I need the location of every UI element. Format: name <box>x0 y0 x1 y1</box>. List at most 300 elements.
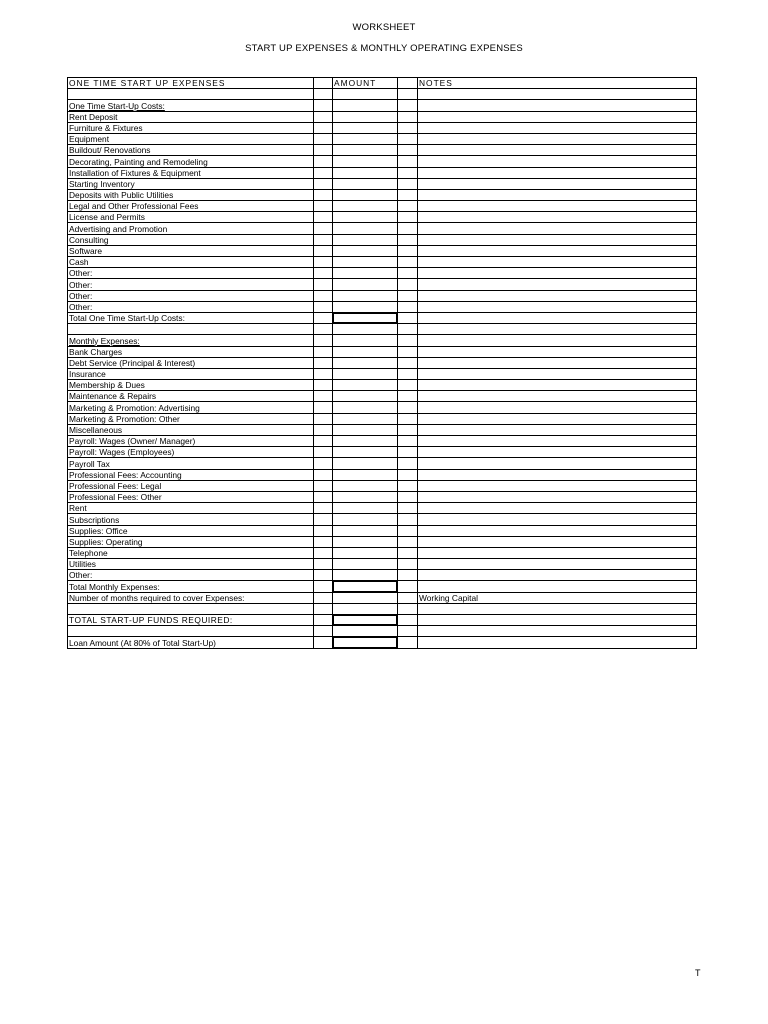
notes-cell[interactable] <box>418 603 697 614</box>
notes-cell[interactable] <box>418 223 697 234</box>
notes-cell[interactable] <box>418 559 697 570</box>
spacer-cell <box>314 212 333 223</box>
spacer-cell <box>398 111 418 122</box>
row-label <box>68 100 314 111</box>
notes-cell[interactable] <box>418 133 697 144</box>
amount-cell[interactable] <box>333 357 398 368</box>
row-label <box>68 133 314 144</box>
expense-label: Legal and Other Professional Fees <box>69 201 199 212</box>
spacer-cell <box>314 547 333 558</box>
amount-input-box[interactable] <box>333 615 397 625</box>
notes-cell[interactable] <box>418 436 697 447</box>
spacer-cell <box>398 503 418 514</box>
notes-cell[interactable] <box>418 189 697 200</box>
table-row <box>68 257 697 268</box>
notes-cell[interactable] <box>418 346 697 357</box>
spacer-cell <box>314 279 333 290</box>
notes-cell[interactable] <box>418 503 697 514</box>
notes-cell[interactable] <box>418 491 697 502</box>
spacer-cell <box>398 626 418 637</box>
spacer-cell <box>398 100 418 111</box>
amount-cell[interactable] <box>333 391 398 402</box>
notes-cell[interactable] <box>418 268 697 279</box>
notes-cell[interactable] <box>418 469 697 480</box>
spacer-cell <box>314 536 333 547</box>
amount-cell[interactable] <box>333 503 398 514</box>
table-row <box>68 424 697 435</box>
notes-cell[interactable] <box>418 447 697 458</box>
spacer-cell <box>398 436 418 447</box>
amount-cell[interactable] <box>333 268 398 279</box>
notes-cell[interactable] <box>418 122 697 133</box>
table-row <box>68 357 697 368</box>
expense-label: License and Permits <box>69 212 145 223</box>
spacer-cell <box>314 391 333 402</box>
amount-cell[interactable] <box>333 436 398 447</box>
notes-cell[interactable] <box>418 458 697 469</box>
row-label <box>68 257 314 268</box>
spacer-cell <box>398 480 418 491</box>
spacer-cell <box>398 223 418 234</box>
amount-cell[interactable] <box>333 637 398 648</box>
spacer-cell <box>398 178 418 189</box>
notes-cell[interactable] <box>418 312 697 323</box>
amount-cell[interactable] <box>333 380 398 391</box>
notes-cell[interactable] <box>418 178 697 189</box>
spacer-cell <box>398 469 418 480</box>
spacer-cell <box>314 469 333 480</box>
spacer-cell <box>314 491 333 502</box>
spacer-cell <box>398 491 418 502</box>
expense-label: Insurance <box>69 369 106 380</box>
spacer-cell <box>398 78 418 89</box>
row-label <box>68 559 314 570</box>
expense-label: Marketing & Promotion: Other <box>69 413 180 424</box>
amount-cell[interactable] <box>333 603 398 614</box>
table-row <box>68 201 697 212</box>
notes-cell[interactable] <box>418 145 697 156</box>
expense-label: Maintenance & Repairs <box>69 391 157 402</box>
notes-cell[interactable] <box>418 413 697 424</box>
amount-cell[interactable] <box>333 547 398 558</box>
table-row <box>68 581 697 592</box>
amount-cell[interactable] <box>333 570 398 581</box>
amount-cell[interactable] <box>333 525 398 536</box>
amount-cell[interactable] <box>333 458 398 469</box>
spacer-cell <box>314 480 333 491</box>
notes-cell[interactable] <box>418 581 697 592</box>
spacer-cell <box>398 335 418 346</box>
notes-cell[interactable] <box>418 570 697 581</box>
row-label <box>68 491 314 502</box>
notes-cell[interactable] <box>418 212 697 223</box>
expense-label: Number of months required to cover Expenses: <box>69 592 245 603</box>
row-label <box>68 89 314 100</box>
row-label <box>68 413 314 424</box>
expense-label: Furniture & Fixtures <box>69 122 143 133</box>
row-label <box>68 424 314 435</box>
spacer-cell <box>398 279 418 290</box>
spacer-cell <box>398 301 418 312</box>
notes-cell[interactable] <box>418 514 697 525</box>
expense-label: Advertising and Promotion <box>69 223 168 234</box>
table-row <box>68 559 697 570</box>
amount-cell[interactable] <box>333 245 398 256</box>
row-label <box>68 547 314 558</box>
amount-cell[interactable] <box>333 133 398 144</box>
notes-cell[interactable] <box>418 626 697 637</box>
table-row <box>68 279 697 290</box>
spacer-cell <box>314 603 333 614</box>
section-heading: Monthly Expenses: <box>69 335 140 346</box>
table-row <box>68 178 697 189</box>
spacer-cell <box>314 324 333 335</box>
amount-cell[interactable] <box>333 368 398 379</box>
spacer-cell <box>398 122 418 133</box>
expense-label: Professional Fees: Other <box>69 492 162 503</box>
amount-cell[interactable] <box>333 279 398 290</box>
spacer-cell <box>398 357 418 368</box>
expense-label: Subscriptions <box>69 514 120 525</box>
spacer-cell <box>314 290 333 301</box>
notes-cell[interactable] <box>418 424 697 435</box>
notes-cell[interactable] <box>418 357 697 368</box>
row-label <box>68 603 314 614</box>
spacer-cell <box>314 424 333 435</box>
table-row <box>68 167 697 178</box>
amount-cell[interactable] <box>333 514 398 525</box>
row-label <box>68 357 314 368</box>
spacer-cell <box>314 592 333 603</box>
expense-label: Rent <box>69 503 87 514</box>
expense-label: Membership & Dues <box>69 380 145 391</box>
spacer-cell <box>314 570 333 581</box>
amount-cell[interactable] <box>333 536 398 547</box>
expense-label: Cash <box>69 257 89 268</box>
row-label <box>68 469 314 480</box>
expense-label: Other: <box>69 301 93 312</box>
spacer-cell <box>314 503 333 514</box>
spacer-cell <box>398 89 418 100</box>
worksheet-title: WORKSHEET <box>352 22 416 33</box>
table-row <box>68 469 697 480</box>
table-row <box>68 391 697 402</box>
spacer-cell <box>314 413 333 424</box>
total-label: TOTAL START-UP FUNDS REQUIRED: <box>69 615 233 626</box>
amount-cell[interactable] <box>333 424 398 435</box>
table-row <box>68 245 697 256</box>
table-row <box>68 156 697 167</box>
expense-label: Other: <box>69 290 93 301</box>
spacer-cell <box>314 436 333 447</box>
spacer-cell <box>398 525 418 536</box>
table-row <box>68 380 697 391</box>
table-row <box>68 268 697 279</box>
notes-cell[interactable] <box>418 290 697 301</box>
table-row <box>68 100 697 111</box>
notes-cell[interactable] <box>418 89 697 100</box>
spacer-cell <box>398 424 418 435</box>
row-label <box>68 503 314 514</box>
notes-cell[interactable] <box>418 368 697 379</box>
row-label <box>68 525 314 536</box>
spacer-cell <box>314 178 333 189</box>
spacer-cell <box>398 413 418 424</box>
spacer-cell <box>398 603 418 614</box>
expense-label: Supplies: Office <box>69 525 128 536</box>
expense-table-body <box>68 78 697 649</box>
spacer-cell <box>398 145 418 156</box>
header-label: ONE TIME START UP EXPENSES <box>69 78 226 89</box>
notes-cell[interactable] <box>418 156 697 167</box>
table-row <box>68 290 697 301</box>
table-row <box>68 536 697 547</box>
expense-label: Equipment <box>69 134 110 145</box>
notes-cell[interactable] <box>418 615 697 626</box>
notes-cell[interactable] <box>418 391 697 402</box>
spacer-cell <box>314 312 333 323</box>
spacer-cell <box>398 581 418 592</box>
expense-label: Buildout/ Renovations <box>69 145 151 156</box>
spacer-cell <box>398 245 418 256</box>
header-notes: NOTES <box>419 78 453 89</box>
notes-cell[interactable] <box>418 547 697 558</box>
row-label <box>68 324 314 335</box>
amount-cell[interactable] <box>333 111 398 122</box>
spacer-cell <box>398 133 418 144</box>
spacer-cell <box>314 402 333 413</box>
amount-cell[interactable] <box>333 469 398 480</box>
amount-cell[interactable] <box>333 189 398 200</box>
section-heading: One Time Start-Up Costs: <box>69 100 165 111</box>
amount-cell[interactable] <box>333 178 398 189</box>
row-label <box>68 391 314 402</box>
amount-cell[interactable] <box>333 156 398 167</box>
expense-label: Miscellaneous <box>69 425 123 435</box>
amount-cell[interactable] <box>333 257 398 268</box>
expense-label: Professional Fees: Legal <box>69 480 162 491</box>
row-label <box>68 447 314 458</box>
expense-label: Other: <box>69 279 93 290</box>
row-label <box>68 536 314 547</box>
amount-cell[interactable] <box>333 592 398 603</box>
table-row <box>68 570 697 581</box>
amount-cell[interactable] <box>333 122 398 133</box>
expense-label: Telephone <box>69 548 108 559</box>
spacer-cell <box>398 212 418 223</box>
spacer-cell <box>314 234 333 245</box>
expense-label: Other: <box>69 268 93 279</box>
expense-table <box>67 77 697 649</box>
spacer-cell <box>314 380 333 391</box>
row-label <box>68 268 314 279</box>
row-label <box>68 402 314 413</box>
table-row <box>68 447 697 458</box>
amount-input-box[interactable] <box>333 637 397 647</box>
expense-label: Marketing & Promotion: Advertising <box>69 402 200 413</box>
row-label <box>68 581 314 592</box>
table-row <box>68 458 697 469</box>
amount-cell[interactable] <box>333 491 398 502</box>
row-label <box>68 335 314 346</box>
row-label <box>68 156 314 167</box>
amount-cell[interactable] <box>333 324 398 335</box>
table-row <box>68 145 697 156</box>
notes-cell[interactable] <box>418 279 697 290</box>
spacer-cell <box>314 335 333 346</box>
spacer-cell <box>314 245 333 256</box>
expense-label: Professional Fees: Accounting <box>69 469 182 480</box>
table-row <box>68 122 697 133</box>
expense-label: Decorating, Painting and Remodeling <box>69 156 208 167</box>
notes-cell[interactable] <box>418 536 697 547</box>
table-row <box>68 413 697 424</box>
spacer-cell <box>314 89 333 100</box>
expense-label: Rent Deposit <box>69 111 118 122</box>
amount-cell[interactable] <box>333 413 398 424</box>
amount-cell[interactable] <box>333 167 398 178</box>
notes-cell[interactable] <box>418 380 697 391</box>
amount-cell[interactable] <box>333 212 398 223</box>
amount-input-box[interactable] <box>333 313 397 323</box>
table-row <box>68 223 697 234</box>
spacer-cell <box>314 189 333 200</box>
spacer-cell <box>314 78 333 89</box>
amount-cell[interactable] <box>333 615 398 626</box>
amount-cell[interactable] <box>333 335 398 346</box>
spacer-cell <box>398 167 418 178</box>
table-row <box>68 111 697 122</box>
notes-cell[interactable] <box>418 592 697 603</box>
spacer-cell <box>398 536 418 547</box>
amount-cell[interactable] <box>333 89 398 100</box>
expense-label: Payroll Tax <box>69 458 110 469</box>
spacer-cell <box>398 234 418 245</box>
amount-cell[interactable] <box>333 223 398 234</box>
notes-cell[interactable] <box>418 525 697 536</box>
notes-cell[interactable] <box>418 301 697 312</box>
table-row <box>68 212 697 223</box>
amount-cell[interactable] <box>333 301 398 312</box>
row-label <box>68 626 314 637</box>
amount-cell[interactable] <box>333 145 398 156</box>
table-row <box>68 346 697 357</box>
notes-cell[interactable] <box>418 637 697 648</box>
table-row <box>68 234 697 245</box>
notes-cell[interactable] <box>418 100 697 111</box>
spacer-cell <box>314 525 333 536</box>
header-amount: AMOUNT <box>334 78 377 89</box>
expense-label: Payroll: Wages (Employees) <box>69 447 175 458</box>
amount-cell[interactable] <box>333 312 398 323</box>
spacer-cell <box>314 133 333 144</box>
spacer-cell <box>314 447 333 458</box>
spacer-cell <box>314 100 333 111</box>
amount-cell[interactable] <box>333 559 398 570</box>
spacer-cell <box>398 156 418 167</box>
spacer-cell <box>398 380 418 391</box>
notes-cell[interactable] <box>418 167 697 178</box>
notes-cell[interactable] <box>418 335 697 346</box>
row-label <box>68 290 314 301</box>
table-row <box>68 189 697 200</box>
amount-cell[interactable] <box>333 234 398 245</box>
spacer-cell <box>398 447 418 458</box>
table-row <box>68 603 697 614</box>
spacer-cell <box>314 223 333 234</box>
table-row <box>68 133 697 144</box>
expense-label: Consulting <box>69 234 109 245</box>
row-label <box>68 570 314 581</box>
spacer-cell <box>314 122 333 133</box>
row-label <box>68 615 314 626</box>
row-label <box>68 212 314 223</box>
table-row <box>68 615 697 626</box>
amount-cell[interactable] <box>333 447 398 458</box>
row-label <box>68 592 314 603</box>
table-row <box>68 491 697 502</box>
table-row <box>68 335 697 346</box>
spacer-cell <box>314 615 333 626</box>
expense-label: Software <box>69 246 103 256</box>
notes-cell[interactable] <box>418 201 697 212</box>
spacer-cell <box>398 402 418 413</box>
table-row <box>68 436 697 447</box>
total-label: Total Monthly Expenses: <box>69 581 160 592</box>
table-row <box>68 368 697 379</box>
amount-cell[interactable] <box>333 100 398 111</box>
spacer-cell <box>398 312 418 323</box>
spacer-cell <box>314 357 333 368</box>
row-label <box>68 637 314 648</box>
amount-cell[interactable] <box>333 626 398 637</box>
amount-cell[interactable] <box>333 201 398 212</box>
table-row <box>68 503 697 514</box>
worksheet-subtitle: START UP EXPENSES & MONTHLY OPERATING EXPENSES <box>245 43 523 54</box>
row-label <box>68 167 314 178</box>
spacer-cell <box>314 268 333 279</box>
expense-label: Utilities <box>69 559 96 570</box>
notes-cell[interactable] <box>418 111 697 122</box>
amount-cell[interactable] <box>333 581 398 592</box>
amount-cell[interactable] <box>333 290 398 301</box>
amount-cell[interactable] <box>333 402 398 413</box>
amount-cell[interactable] <box>333 480 398 491</box>
table-row <box>68 480 697 491</box>
notes-cell[interactable] <box>418 402 697 413</box>
spacer-cell <box>398 189 418 200</box>
notes-cell[interactable] <box>418 245 697 256</box>
spacer-cell <box>398 458 418 469</box>
expense-label: Bank Charges <box>69 346 123 357</box>
notes-cell[interactable] <box>418 234 697 245</box>
spacer-cell <box>314 346 333 357</box>
table-row <box>68 592 697 603</box>
spacer-cell <box>398 615 418 626</box>
amount-cell[interactable] <box>333 346 398 357</box>
row-label <box>68 145 314 156</box>
expense-label: Loan Amount (At 80% of Total Start-Up) <box>69 637 216 648</box>
notes-cell[interactable] <box>418 257 697 268</box>
row-label <box>68 436 314 447</box>
notes-cell[interactable] <box>418 324 697 335</box>
spacer-cell <box>398 268 418 279</box>
amount-input-box[interactable] <box>333 581 397 591</box>
expense-label: Installation of Fixtures & Equipment <box>69 167 201 178</box>
table-row <box>68 89 697 100</box>
expense-label: Payroll: Wages (Owner/ Manager) <box>69 436 196 447</box>
notes-cell[interactable] <box>418 480 697 491</box>
